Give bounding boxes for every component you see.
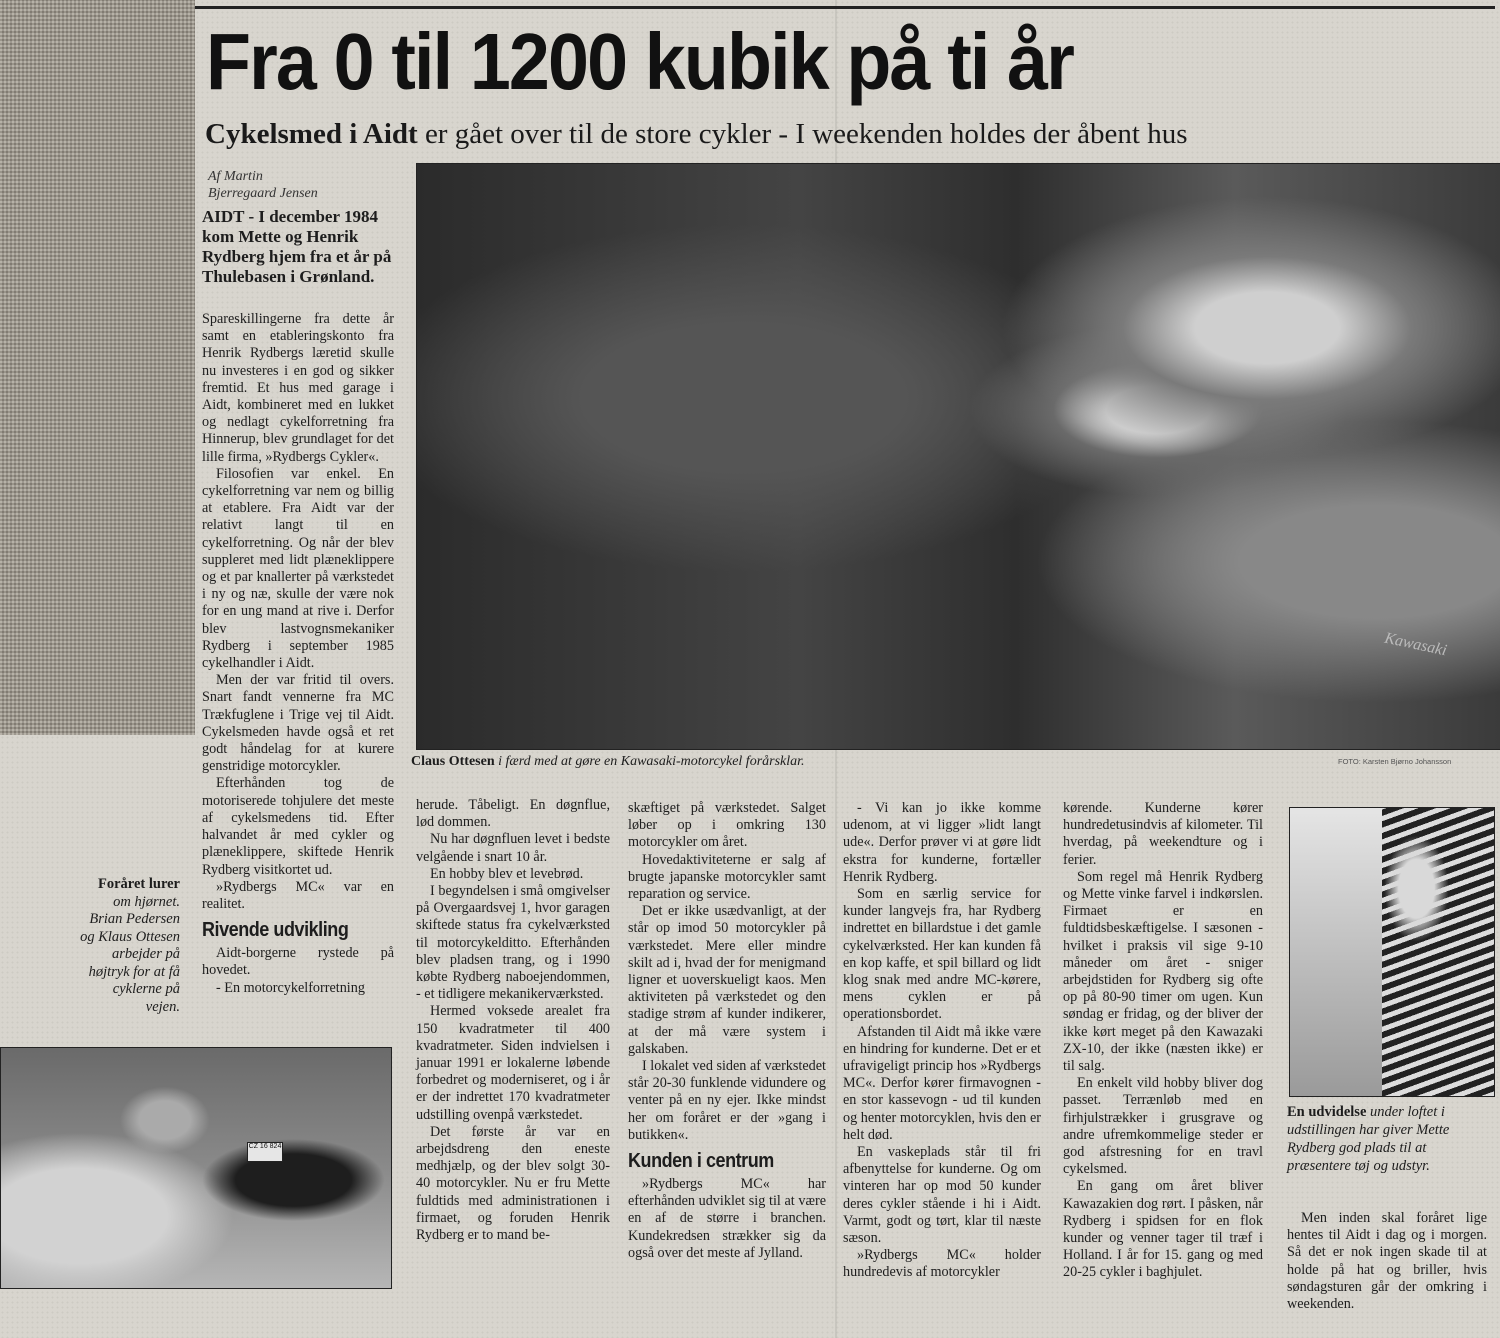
subheadline — [205, 118, 1188, 151]
photo-credit: FOTO: Karsten Bjørno Johansson — [1338, 757, 1452, 766]
article-column-6 — [1287, 1210, 1487, 1313]
paragraph: Men inden skal foråret lige hentes til Aidt i dag og i morgen. Så det er nok ingen skade til at holde på hat og briller, hvis søndagsturen går der omkring i weekenden. — [1287, 1210, 1487, 1313]
mette-photo — [1289, 807, 1495, 1097]
paragraph: Men der var fritid til overs. Snart fandt vennerne fra MC Trækfuglene i Trige vej til Aidt. Cykelsmeden havde også et ret godt håndelag for at kurere genstridige motorcykler. — [202, 672, 394, 775]
paragraph: Som en særlig service for kunder langvejs fra, har Rydberg indrettet en billardstue i det gamle cykelværksted. Her kan kunden få en kop kaffe, et spil billard og lidt klog snak med andre MC-kørere, mens cyklen er på operationsbordet. — [843, 886, 1041, 1023]
lead-paragraph: AIDT - I december 1984 kom Mette og Henrik Rydberg hjem fra et år på Thulebasen i Grønland. — [202, 207, 392, 286]
kawasaki-logo: Kawasaki — [1382, 629, 1449, 660]
article-column-5 — [1063, 800, 1263, 1282]
paragraph: En vaskeplads står til fri afbenyttelse for kunderne. Og om vinteren har op mod 50 kunder deres cykler stående i hi i Aidt. Varmt, godt og tørt, klar til næste sæson. — [843, 1144, 1041, 1247]
paragraph: - Vi kan jo ikke komme udenom, at vi ligger »lidt langt ude«. Derfor prøver vi at gøre lidt ekstra for kunderne, fortæller Henrik Rydberg. — [843, 800, 1041, 885]
paragraph: Spareskillingerne fra dette år samt en etableringskonto fra Henrik Rydbergs læretid skulle nu investeres i en god og sikker fremtid. Et hus med garage i Aidt, kombineret med en lukket og nedlagt cykelforretning fra Hinnerup, blev grundlaget for det lille firma, »Rydbergs Cykler«. — [202, 311, 394, 465]
linen-background — [0, 0, 195, 735]
workshop-photo — [0, 1047, 392, 1289]
article-column-1 — [202, 311, 394, 997]
paragraph: Som regel må Henrik Rydberg og Mette vinke farvel i indkørslen. Firmaet er en fuldtidsbeskæftigelse. I sæsonen - hvilket i praksis vil sige 9-10 måneder om året - sniger arbejdstiden for Rydberg sig ofte op på 80-90 timer om ugen. Kun søndag er fridag, og der bliver der ikke kørt meget på den Kawazaki ZX-10, der ikke (næsten ikke) er til salg. — [1063, 868, 1263, 1075]
paragraph: Aidt-borgerne rystede på hovedet. — [202, 945, 394, 979]
left-photo-caption — [80, 876, 180, 1016]
paragraph: Efterhånden tog de motoriserede tohjulere det meste af cykelsmedens tid. Efter halvandet år med cykler og plæneklippere, skiftede Henrik Rydberg visitkortet ud. — [202, 775, 394, 878]
paragraph: Nu har døgnfluen levet i bedste velgående i snart 10 år. — [416, 831, 610, 865]
paragraph: En gang om året bliver Kawazakien dog rørt. I påsken, når Rydberg i spidsen for en flok kunder og venner tager til træf i Holland. I år for 15. gang og med 20-25 cykler i baghjulet. — [1063, 1178, 1263, 1281]
byline-line1: Af Martin — [208, 169, 263, 184]
paragraph: Hovedaktiviteterne er salg af brugte japanske motorcykler samt reparation og service. — [628, 851, 826, 903]
caption-text: i færd med at gøre en Kawasaki-motorcykel forårsklar. — [498, 754, 805, 769]
paragraph: Det er ikke usædvanligt, at der står op imod 50 motorcykler på værkstedet. Mere eller mindre skilt ad i, hvad der for menigmand ligner et uoverskueligt kaos. Men aktiviteten på værkstedet og den stadige strøm af kunder indikerer, at der må være system i galskaben. — [628, 903, 826, 1057]
main-photo-caption — [411, 754, 805, 770]
subhead-rest: er gået over til de store cykler - I weekenden holdes der åbent hus — [424, 118, 1188, 150]
caption-lead: Foråret lurer — [98, 876, 180, 892]
paragraph: Filosofien var enkel. En cykelforretning var nem og billig at etablere. Fra Aidt var der relativt langt til en cykelforretning. Og når der blev suppleret med lidt plæneklippere og et par knallerter på værkstedet i ny og næ, skulle der være nok for en ung mand at rive i. Derfor blev lastvognsmekaniker Rydberg i september 1985 cykelhandler i Aidt. — [202, 465, 394, 672]
section-heading: Rivende udvikling — [202, 919, 349, 942]
section-heading: Kunden i centrum — [628, 1150, 774, 1173]
paragraph: kørende. Kunderne kører hundredetusindvis af kilometer. Til hverdag, på weekendture og i ferier. — [1063, 800, 1263, 868]
paragraph: »Rydbergs MC« holder hundredevis af motorcykler — [843, 1247, 1041, 1281]
caption-text: om hjørnet. Brian Pedersen og Klaus Ottesen arbejder på højtryk for at få cyklerne på vejen. — [80, 893, 180, 1015]
article-column-4 — [843, 800, 1041, 1282]
paragraph: I begyndelsen i små omgivelser på Overgaardsvej 1, hvor garagen skiftede status fra cykelværksted til motorcykelditto. Efterhånden blev pladsen trang, og i 1990 købte Rydberg naboejendommen, - et tidligere mekanikerværksted. — [416, 883, 610, 1003]
paragraph: »Rydbergs MC« har efterhånden udviklet sig til at være en af de større i branchen. Kundekredsen strækker sig da også over det meste af Jylland. — [628, 1176, 826, 1261]
paragraph: Det første år var en arbejdsdreng den eneste medhjælp, og der blev solgt 30-40 motorcykler. Nu er fru Mette fuldtids med administrationen i firmaet, og foruden Henrik Rydberg er to mand be- — [416, 1123, 610, 1244]
paragraph: skæftiget på værkstedet. Salget løber op i omkring 130 motorcykler om året. — [628, 800, 826, 851]
photo-background — [1290, 808, 1382, 1096]
byline-line2: Bjerregaard Jensen — [208, 186, 318, 201]
top-rule — [195, 6, 1495, 9]
paragraph: I lokalet ved siden af værkstedet står 20-30 funklende vidundere og venter på en ny ejer. Ikke mindst her om foråret er der »gang i butikken«. — [628, 1058, 826, 1143]
article-column-3 — [628, 800, 826, 1262]
caption-text: under loftet i udstillingen har giver Mette Rydberg god plads til at præsentere tøj og udstyr. — [1287, 1104, 1450, 1174]
paragraph: - En motorcykelforretning — [216, 979, 365, 996]
caption-lead: En udvidelse — [1287, 1104, 1367, 1120]
byline — [208, 168, 318, 202]
caption-name: Claus Ottesen — [411, 754, 495, 769]
paragraph: En enkelt vild hobby bliver dog passet. Terrænløb med en firhjulstrækker i grusgrave og andre ufremkommelige steder er god afstresning for en travl cykelsmed. — [1063, 1075, 1263, 1178]
paragraph: Hermed voksede arealet fra 150 kvadratmeter til 400 kvadratmeter. Siden indvielsen i januar 1991 er lokalerne løbende forbedret og moderniseret, og i år er der indrettet 170 kvadratmeter udstilling ovenpå værkstedet. — [416, 1003, 610, 1123]
paragraph: herude. Tåbeligt. En døgnflue, lød dommen. — [416, 797, 610, 831]
article-column-2 — [416, 797, 610, 1244]
subhead-bold: Cykelsmed i Aidt — [205, 118, 418, 150]
paragraph: »Rydbergs MC« var en realitet. — [202, 878, 394, 912]
paragraph: En hobby blev et levebrød. — [430, 865, 584, 882]
headline: Fra 0 til 1200 kubik på ti år — [206, 17, 1074, 106]
paragraph: Afstanden til Aidt må ikke være en hindring for kunderne. Det er et ufravigeligt princip hos »Rydbergs MC«. Derfor kører firmavognen - en stor kassevogn - ud til kunden og henter motorcyklen, hvis den er helt død. — [843, 1023, 1041, 1143]
main-photo-mechanic — [416, 163, 1500, 750]
license-plate: CZ 16 824 — [247, 1142, 283, 1162]
right-photo-caption — [1287, 1103, 1487, 1175]
